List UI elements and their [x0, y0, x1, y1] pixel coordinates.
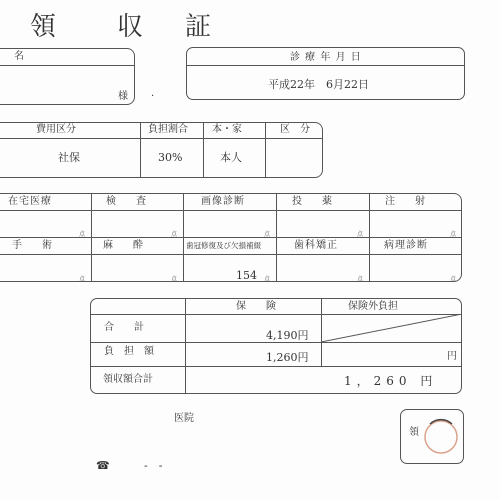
svc-orthodontics: 歯科矯正 [294, 240, 338, 251]
header-division: 区 分 [280, 124, 310, 135]
svc-home-care: 在宅医療 [8, 196, 52, 207]
unit-mark: 点 [450, 276, 457, 283]
date-label: 診 療 年 月 日 [290, 52, 362, 63]
phone-icon: ☎ [96, 459, 110, 472]
burden-insured: 1,260円 [266, 351, 309, 364]
unit-mark: 点 [79, 231, 86, 238]
unit-mark: 点 [264, 231, 271, 238]
burden-label: 負 担 額 [104, 346, 154, 357]
col-insured: 保 険 [236, 301, 276, 312]
svc-imaging: 画像診断 [201, 196, 245, 207]
seal-stamp-icon [418, 414, 464, 460]
svc-examination: 検 査 [106, 196, 146, 207]
unit-mark: 点 [264, 276, 271, 283]
unit-mark: 点 [171, 231, 178, 238]
receipt-total-value: 1，260 円 [344, 374, 438, 388]
col-uninsured: 保険外負担 [348, 301, 398, 312]
title-char-3: 証 [185, 12, 212, 42]
svc-pathology: 病理診断 [384, 240, 428, 251]
phone-number: - - [144, 459, 163, 472]
svc-medication: 投 薬 [292, 196, 332, 207]
burden-uninsured: 円 [447, 351, 457, 362]
void-diagonal [321, 314, 462, 342]
svc-injection: 注 射 [385, 196, 425, 207]
name-label: 名 [14, 51, 24, 62]
unit-mark: 点 [171, 276, 178, 283]
svc-surgery: 手 術 [12, 240, 52, 251]
date-value: 平成22年 6月22日 [268, 78, 369, 91]
unit-mark: 点 [450, 231, 457, 238]
unit-mark: 点 [357, 231, 364, 238]
svc-crown-restoration: 歯冠修復及び欠損補綴 [186, 241, 261, 250]
unit-mark: 点 [357, 276, 364, 283]
seal-label: 領 [409, 427, 419, 438]
clinic-name: 医院 [174, 413, 194, 424]
svc-anesthesia: 麻 酔 [103, 240, 143, 251]
value-cost-category: 社保 [58, 151, 80, 164]
title-char-1: 領 [30, 12, 57, 42]
total-label: 合 計 [104, 322, 144, 333]
unit-mark: 点 [79, 276, 86, 283]
total-insured: 4,190円 [266, 329, 309, 342]
title-char-2: 収 [117, 12, 144, 42]
value-insured-type: 本人 [220, 151, 242, 164]
header-burden-ratio: 負担割合 [148, 124, 188, 135]
header-insured-type: 本・家 [212, 124, 242, 135]
value-burden-ratio: 30% [158, 151, 183, 164]
receipt-total-label: 領収額合計 [103, 374, 153, 385]
name-suffix: 様 [118, 91, 128, 102]
header-cost-category: 費用区分 [36, 124, 76, 135]
crown-restoration-points: 154 [236, 269, 257, 282]
